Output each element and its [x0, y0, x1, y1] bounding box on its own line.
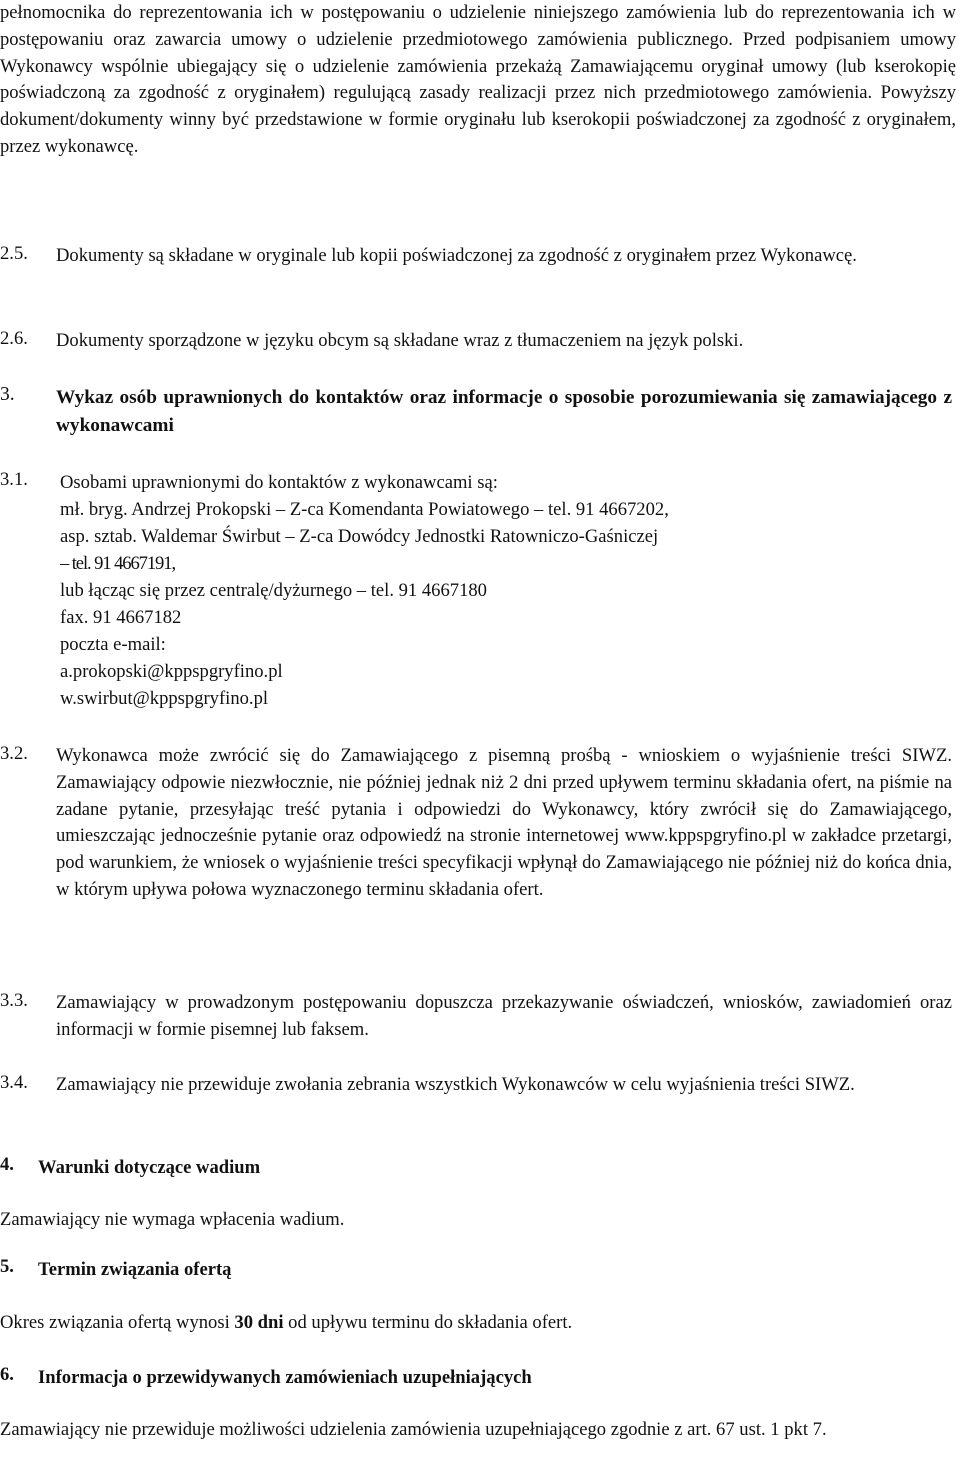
contact-line: fax. 91 4667182 [60, 607, 182, 628]
section-title: Warunki dotyczące wadium [38, 1157, 261, 1178]
section-text: Zamawiający w prowadzonym postępowaniu dopuszcza przekazywanie oświadczeń, wniosków, zawiadomień oraz informacji w formie pisemnej lub faksem. [56, 992, 952, 1040]
opening-paragraph: pełnomocnika do reprezentowania ich w postępowaniu o udzielenie niniejszego zamówienia lub do reprezentowania ich w postępowaniu oraz zawarcia umowy o udzielenie przedmiotowego zamówienia publicznego. Przed podpisaniem umowy Wykonawcy wspólnie ubiegający się o udzielenie zamówienia przekażą Zamawiającemu oryginał umowy (lub kserokopię poświadczoną za zgodność z oryginałem) regulującą zasady realizacji przez nich przedmiotowego zamówienia. Powyższy dokument/dokumenty winny być przedstawione w formie oryginału lub kserokopii poświadczonej za zgodność z oryginałem, przez wykonawcę. [0, 2, 956, 157]
contact-line: poczta e-mail: [60, 634, 166, 655]
section-number: 3. [0, 384, 15, 405]
section-5-text [0, 1309, 572, 1336]
contact-line: – tel. 91 4667191, [60, 553, 175, 574]
text-after: od upływu terminu do składania ofert. [283, 1312, 573, 1333]
text-before: Okres związania ofertą wynosi [0, 1312, 235, 1333]
section-number: 3.3. [0, 990, 28, 1011]
section-4-text: Zamawiający nie wymaga wpłacenia wadium. [0, 1209, 345, 1230]
contact-line: asp. sztab. Waldemar Świrbut – Z-ca Dowódcy Jednostki Ratowniczo-Gaśniczej [60, 526, 659, 547]
section-title: Informacja o przewidywanych zamówieniach uzupełniających [38, 1367, 532, 1388]
contact-line: mł. bryg. Andrzej Prokopski – Z-ca Komendanta Powiatowego – tel. 91 4667202, [60, 499, 669, 520]
contact-line: lub łącząc się przez centralę/dyżurnego – tel. 91 4667180 [60, 580, 487, 601]
section-number: 6. [0, 1364, 14, 1385]
section-text: Zamawiający nie przewiduje zwołania zebrania wszystkich Wykonawców w celu wyjaśnienia treści SIWZ. [56, 1074, 855, 1095]
section-text: Wykonawca może zwrócić się do Zamawiającego z pisemną prośbą - wnioskiem o wyjaśnienie treści SIWZ. Zamawiający odpowie niezwłocznie, nie później jednak niż 2 dni przed upływem terminu składania ofert, na piśmie na zadane pytanie, przesyłając treść pytania i odpowiedzi do Wykonawcy, który zwrócił się do Zamawiającego, umieszczając jednocześnie pytanie oraz odpowiedź na stronie internetowej www.kppspgryfino.pl w zakładce przetargi, pod warunkiem, że wniosek o wyjaśnienie treści specyfikacji wpłynął do Zamawiającego nie później niż do końca dnia, w którym upływa połowa wyznaczonego terminu składania ofert. [56, 745, 952, 900]
section-number: 3.2. [0, 743, 28, 764]
email-link[interactable]: w.swirbut@kppspgryfino.pl [60, 688, 269, 709]
section-number: 2.5. [0, 243, 28, 264]
contact-list [60, 496, 669, 712]
section-number: 2.6. [0, 328, 28, 349]
section-6-text: Zamawiający nie przewiduje możliwości udzielenia zamówienia uzupełniającego zgodnie z art. 67 ust. 1 pkt 7. [0, 1419, 827, 1440]
section-text: Dokumenty są składane w oryginale lub kopii poświadczonej za zgodność z oryginałem przez Wykonawcę. [56, 245, 857, 266]
section-number: 4. [0, 1154, 14, 1175]
section-title: Termin związania ofertą [38, 1259, 232, 1280]
offer-validity-days: 30 dni [234, 1312, 284, 1333]
email-link[interactable]: a.prokopski@kppspgryfino.pl [60, 661, 283, 682]
section-number: 3.4. [0, 1072, 28, 1093]
section-number: 5. [0, 1256, 14, 1277]
section-number: 3.1. [0, 469, 28, 490]
contacts-intro: Osobami uprawnionymi do kontaktów z wykonawcami są: [60, 472, 498, 493]
section-title: Wykaz osób uprawnionych do kontaktów oraz informacje o sposobie porozumiewania się zamawiającego z wykonawcami [56, 387, 952, 436]
section-text: Dokumenty sporządzone w języku obcym są składane wraz z tłumaczeniem na język polski. [56, 330, 744, 351]
